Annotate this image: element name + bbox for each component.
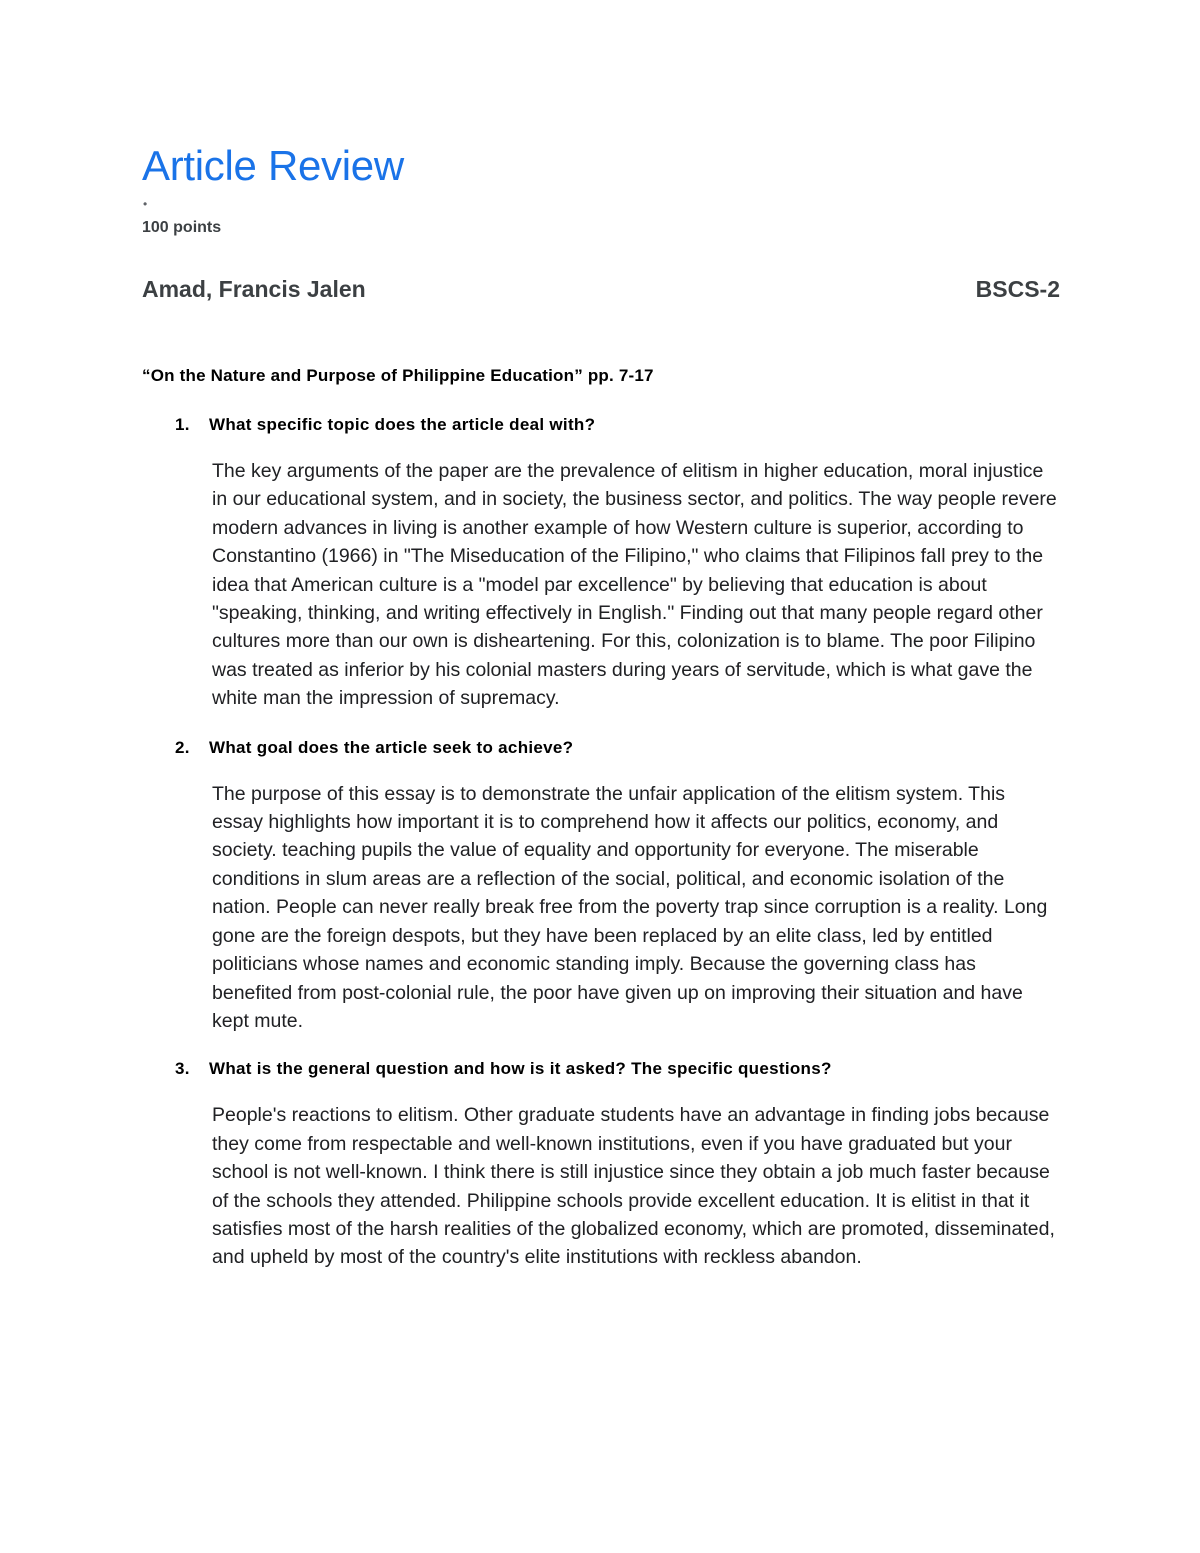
answer-text: People's reactions to elitism. Other graduate students have an advantage in finding jobs because they come from respectable and well-known institutions, even if you have graduated but your school is not well-known. I think there is still injustice since they obtain a job much faster because of the schools they attended. Philippine schools provide excellent education. It is elitist in that it satisfies most of the harsh realities of the globalized economy, which are promoted, disseminated, and upheld by most of the country's elite institutions with reckless abandon. (212, 1104, 1055, 1269)
question-text: What is the general question and how is it asked? The specific questions? (209, 1059, 832, 1079)
question-number: 3. (175, 1059, 190, 1079)
question-item (142, 1057, 1060, 1271)
bullet-marker: • (143, 197, 148, 211)
author-name: Amad, Francis Jalen (142, 276, 366, 302)
document-page (142, 138, 1060, 1272)
author-row (142, 274, 1060, 304)
question-number: 2. (175, 737, 190, 757)
question-list (142, 413, 1060, 1272)
answer-text: The key arguments of the paper are the prevalence of elitism in higher education, moral injustice in our educational system, and in society, the business sector, and politics. The way people revere modern advances in living is another example of how Western culture is superior, according to Constantino (1966) in "The Miseducation of the Filipino," who claims that Filipinos fall prey to the idea that American culture is a "model par excellence" by believing that education is about "speaking, thinking, and writing effectively in English." Finding out that many people regard other cultures more than our own is disheartening. For this, colonization is to blame. The poor Filipino was treated as inferior by his colonial masters during years of servitude, which is what gave the white man the impression of supremacy. (212, 460, 1057, 710)
question-text: What goal does the article seek to achieve? (209, 737, 574, 757)
question-number: 1. (175, 415, 190, 434)
question-text: What specific topic does the article deal with? (209, 415, 596, 434)
answer-text: The purpose of this essay is to demonstrate the unfair application of the elitism system. This essay highlights how important it is to comprehend how it affects our politics, economy, and society. teaching pupils the value of equality and opportunity for everyone. The miserable conditions in slum areas are a reflection of the social, political, and economic isolation of the nation. People can never really break free from the poverty trap since corruption is a reality. Long gone are the foreign despots, but they have been replaced by an elite class, led by entitled politicians whose names and economic standing imply. Because the governing class has benefited from post-colonial rule, the poor have given up on improving their situation and have kept mute. (212, 782, 1048, 1032)
document-title: Article Review (142, 142, 404, 189)
question-item (142, 413, 1060, 713)
question-item (142, 736, 1060, 1036)
article-subject: “On the Nature and Purpose of Philippine Education” pp. 7-17 (142, 366, 654, 385)
question-heading (142, 1057, 1060, 1081)
question-heading (142, 413, 1060, 437)
question-heading (142, 736, 1060, 760)
section-label: BSCS-2 (975, 276, 1060, 302)
points-label: 100 points (142, 219, 222, 236)
